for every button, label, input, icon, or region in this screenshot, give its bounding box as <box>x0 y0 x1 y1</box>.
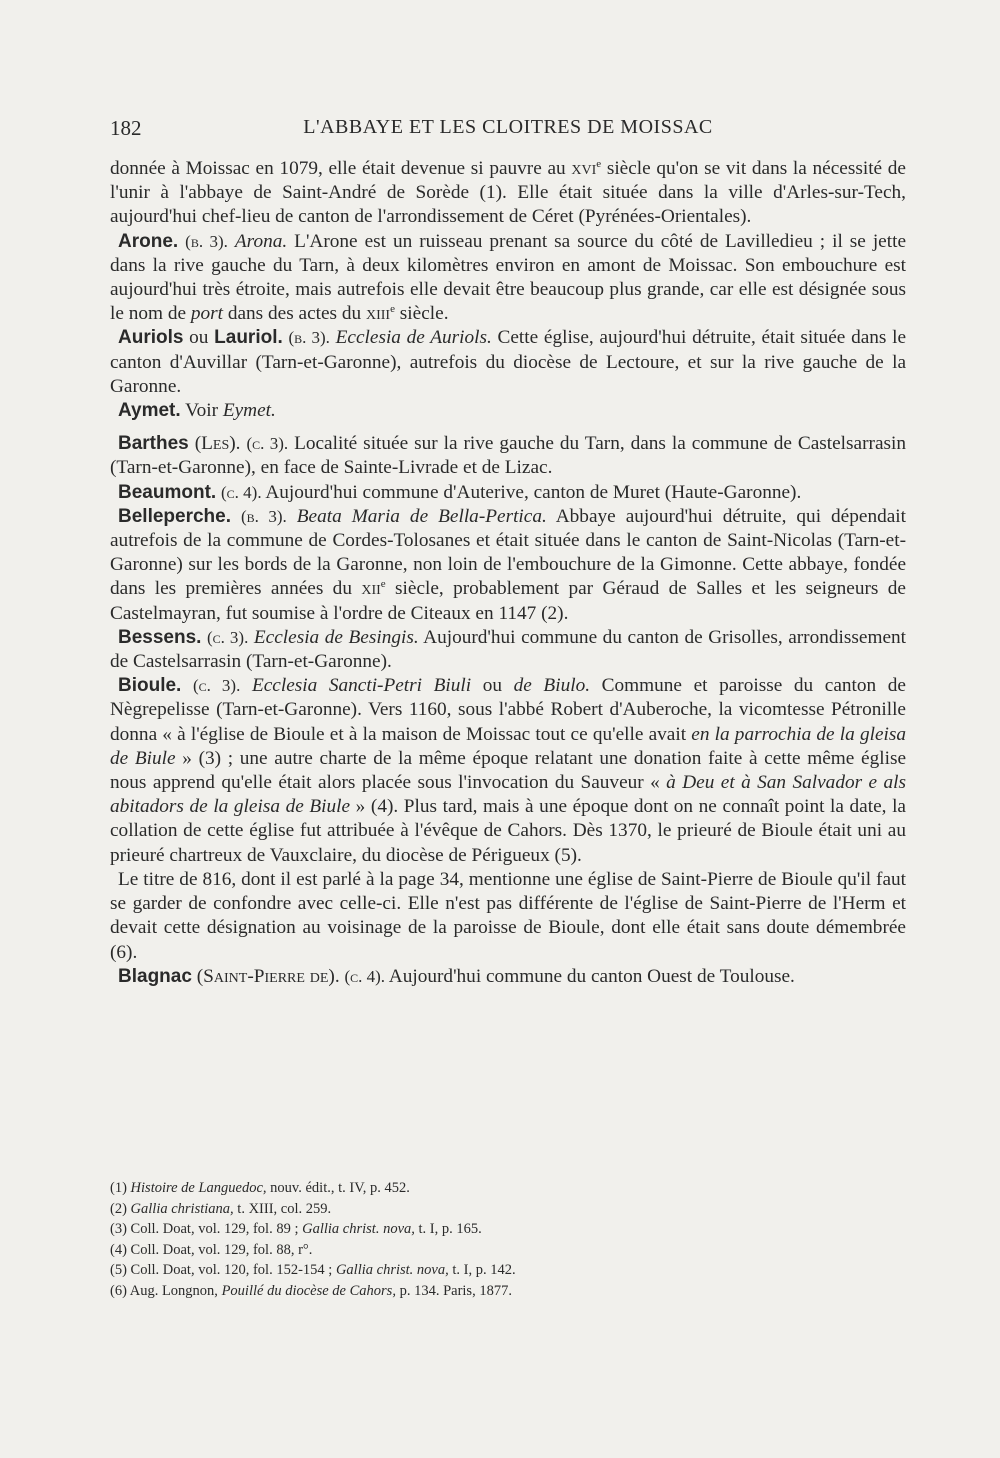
body-text <box>110 157 906 989</box>
text-run <box>287 506 297 527</box>
text-run: ). <box>328 965 345 987</box>
italic-text: Eymet. <box>222 400 276 422</box>
text-run: Commune et paroisse du canton de Nègrepelisse (Tarn-et-Garonne). Vers 1160, sous l'abbé Robert d'Auberoche, la vicomtesse Pétronille donna « à l'église de Bioule et à la maison de Moissac tout ce qu'elle avait <box>110 675 906 745</box>
italic-text: Histoire de Languedoc, <box>130 1180 267 1196</box>
dictionary-entry <box>110 674 906 868</box>
text-run: t. XIII, col. 259. <box>233 1200 332 1217</box>
text-run <box>228 231 235 252</box>
headword: Lauriol. <box>214 327 283 349</box>
dictionary-entry <box>110 432 906 480</box>
text-run: » (3) ; une autre charte de la même époque relatant une donation faite à cette même église nous apprend qu'elle était alors placée sous l'invocation du Sauveur « <box>110 747 907 794</box>
running-title: L'ABBAYE ET LES CLOITRES DE MOISSAC <box>303 116 713 138</box>
paragraph <box>110 157 906 230</box>
text-run: (4) Coll. Doat, vol. 129, fol. 88, r°. <box>110 1241 313 1258</box>
italic-text: Ecclesia de Besingis. <box>253 626 419 648</box>
text-run <box>231 506 241 527</box>
footnote <box>110 1281 810 1302</box>
small-caps-text: xii <box>361 578 381 600</box>
text-run: Le titre de 816, dont il est parlé à la page 34, mentionne une église de Saint-Pierre de Bioule qu'il faut se garder de confondre avec celle-ci. Elle n'est pas différente de l'église de Saint-Pierre de l'Herm et devait cette désignation au voisinage de la paroisse de Bioule, dont elle était sans doute démembrée (6). <box>110 868 906 963</box>
text-run: p. 134. Paris, 1877. <box>395 1282 512 1299</box>
headword: Bessens. <box>118 626 202 648</box>
small-caps-text: Saint-Pierre de <box>203 965 329 987</box>
text-run: t. I, p. 142. <box>448 1262 516 1278</box>
headword: Belleperche. <box>118 505 231 527</box>
headword: Beaumont. <box>118 481 217 503</box>
text-run: Localité située sur la rive gauche du Tarn, dans la commune de Castelsarrasin (Tarn-et-Garonne), en face de Sainte-Livrade et de Lizac. <box>110 433 907 479</box>
text-run: nouv. édit., t. IV, p. 452. <box>266 1180 410 1196</box>
italic-text: Ecclesia Sancti-Petri Biuli <box>251 675 472 697</box>
italic-text: Pouillé du diocèse de Cahors, <box>221 1282 396 1299</box>
text-run: (3) Coll. Doat, vol. 129, fol. 89 ; <box>110 1221 303 1237</box>
text-run: Aujourd'hui commune du canton Ouest de Toulouse. <box>385 965 795 987</box>
dictionary-entry <box>110 481 906 505</box>
text-run: t. I, p. 165. <box>414 1221 482 1237</box>
text-run: (6) Aug. Longnon, <box>110 1282 222 1299</box>
superscript: e <box>390 303 395 316</box>
map-reference: (b. 3). <box>185 231 228 251</box>
text-run <box>240 675 252 696</box>
map-reference: (b. 3). <box>241 506 287 526</box>
page-header <box>110 116 906 146</box>
italic-text: Gallia christ. nova, <box>335 1262 449 1278</box>
text-run: siècle, probablement par Géraud de Salles et les seigneurs de Castelmayran, fut soumise à l'ordre de Citeaux en 1147 (2). <box>110 578 906 624</box>
text-run: donnée à Moissac en 1079, elle était devenue si pauvre au <box>110 158 572 179</box>
italic-text: Gallia christiana, <box>130 1200 234 1217</box>
text-run <box>181 675 193 696</box>
headword: Barthes <box>118 433 189 455</box>
dictionary-entry <box>110 626 906 674</box>
footnote <box>110 1199 810 1220</box>
dictionary-entry <box>110 326 906 399</box>
headword: Bioule. <box>118 675 182 697</box>
headword: Auriols <box>118 327 184 349</box>
map-reference: (c. 3). <box>246 434 289 454</box>
italic-text: Beata Maria de Bella-Pertica. <box>296 505 547 527</box>
map-reference: (c. 4). <box>221 482 262 502</box>
text-run: L'Arone est un ruisseau prenant sa source du côté de Lavilledieu ; il se jette dans la rive gauche du Tarn, à deux kilomètres environ en amont de Moissac. Son embouchure est aujourd'hui très étroite, mais autrefois elle devait être beaucoup plus grande, car elle est désignée sous le nom de <box>110 230 907 325</box>
headword: Blagnac <box>118 965 192 987</box>
dictionary-entry <box>110 868 906 965</box>
map-reference: (c. 3). <box>207 627 249 647</box>
text-run: ( <box>191 965 204 987</box>
text-run: (5) Coll. Doat, vol. 120, fol. 152-154 ; <box>110 1262 336 1278</box>
text-run: ou <box>183 327 215 349</box>
map-reference: (b. 3). <box>288 328 330 348</box>
map-reference: (c. 3). <box>192 676 241 696</box>
text-run: (2) <box>110 1200 131 1217</box>
dictionary-entry <box>110 230 906 327</box>
text-run: siècle qu'on se vit dans la nécessité de l'unir à l'abbaye de Saint-André de Sorède (1). Elle était située dans la ville d'Arles-sur-Tech, aujourd'hui chef-lieu de canton de l'arrondissement de Céret (Pyrénées-Orientales). <box>110 158 906 228</box>
text-run: » (4). Plus tard, mais à une époque dont on ne connaît point la date, la collation de cette église fut attribuée à l'évêque de Cahors. Dès 1370, le prieuré de Bioule était uni au prieuré chartreux de Vauxclaire, du diocèse de Périgueux (5). <box>110 796 906 866</box>
italic-text: port <box>190 303 224 325</box>
text-run: siècle. <box>394 303 449 325</box>
text-run: Voir <box>180 400 223 422</box>
text-run: ( <box>188 433 202 455</box>
small-caps-text: Les <box>201 433 230 455</box>
italic-text: Gallia christ. nova, <box>302 1221 415 1237</box>
footnote <box>110 1178 810 1199</box>
footnote <box>110 1219 810 1240</box>
text-run: Cette église, aujourd'hui détruite, était située dans le canton d'Auvillar (Tarn-et-Garonne), autrefois du diocèse de Lectoure, et sur la rive gauche de la Garonne. <box>110 327 907 397</box>
dictionary-entry <box>110 399 906 423</box>
text-run: Aujourd'hui commune du canton de Grisolles, arrondissement de Castelsarrasin (Tarn-et-Garonne). <box>110 626 907 673</box>
footnote <box>110 1240 810 1261</box>
footnote <box>110 1260 810 1281</box>
map-reference: (c. 4). <box>344 966 386 986</box>
text-run: dans des actes du <box>223 303 366 325</box>
headword: Aymet. <box>118 400 181 422</box>
italic-text: de Biulo. <box>513 675 591 697</box>
small-caps-text: xvi <box>571 158 597 179</box>
dictionary-entry <box>110 965 906 989</box>
small-caps-text: xiii <box>365 303 391 325</box>
page-number: 182 <box>110 116 142 140</box>
text-run: Abbaye aujourd'hui détruite, qui dépendait autrefois de la commune de Cordes-Tolosanes et était située dans le canton de Saint-Nicolas (Tarn-et-Garonne) sur les bords de la Garonne, non loin de l'embouchure de la Gimonne. Cette abbaye, fondée dans les premières années du <box>110 505 906 600</box>
dictionary-entry <box>110 505 906 626</box>
italic-text: Ecclesia de Auriols. <box>335 327 492 349</box>
footnotes <box>110 1178 810 1301</box>
superscript: e <box>596 158 602 170</box>
superscript: e <box>380 578 386 591</box>
italic-text: Arona. <box>234 230 288 252</box>
text-run: Aujourd'hui commune d'Auterive, canton de Muret (Haute-Garonne). <box>261 481 802 503</box>
text-run: (1) <box>110 1180 131 1196</box>
italic-text: en la parrochia de la gleisa de Biule <box>110 723 906 769</box>
headword: Arone. <box>118 230 179 252</box>
text-run: ou <box>471 675 514 697</box>
italic-text: à Deu et à San Salvador e als abitadors de la gleisa de Biule <box>110 772 906 818</box>
text-run: ). <box>229 433 247 455</box>
